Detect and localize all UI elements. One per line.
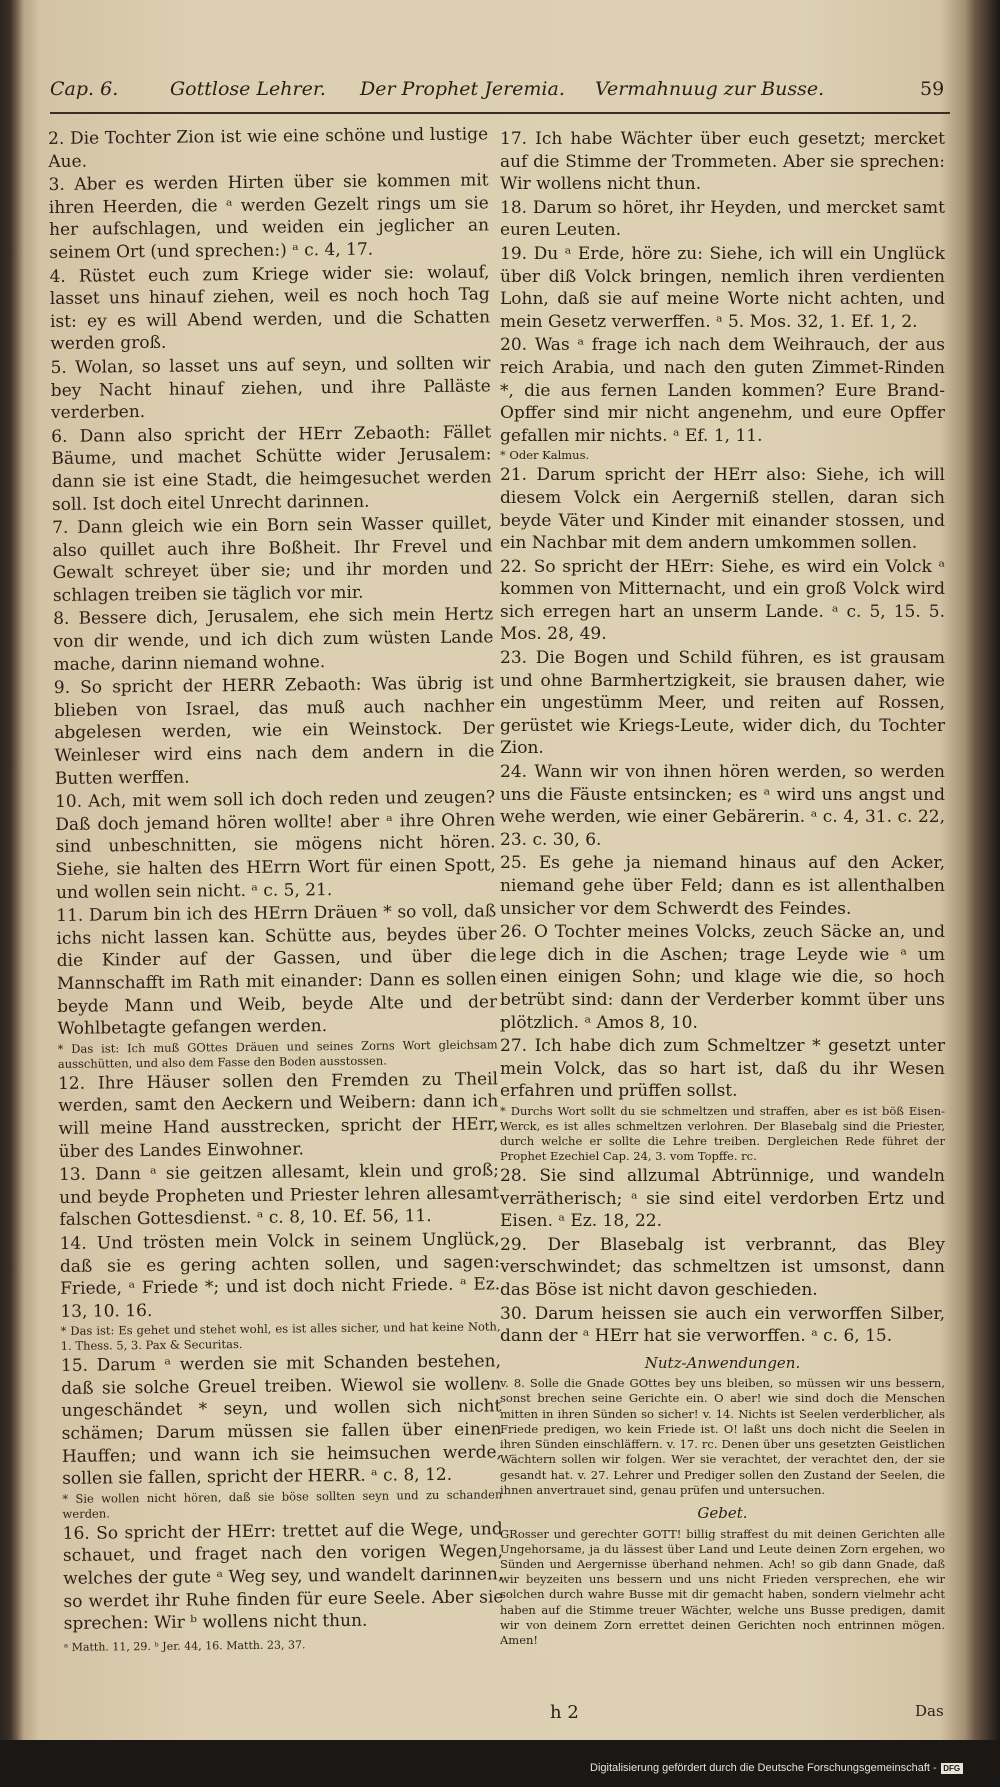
verse: 5. Wolan, so lasset uns auf seyn, und sollten wir bey Nacht hinauf ziehen, und ihre Palläste verderben. — [50, 353, 491, 424]
verse: 8. Bessere dich, Jerusalem, ehe sich mein Hertz von dir wende, und ich dich zum wüsten Lande mache, darinn niemand wohne. — [53, 604, 494, 675]
credit-text: Digitalisierung gefördert durch die Deutsche Forschungsgemeinschaft - — [590, 1762, 937, 1774]
gebet-text: GRosser und gerechter GOTT! billig straffest du mit deinen Gerichten alle Ungehorsame, ja du lässest über Land und Leute deinen Zorn ergehen, wo Sünden und Aergernisse überhand nehmen. Ach! so gib dann Gnade, daß wir beyzeiten uns bessern und uns nicht Frieden versprechen, ehe wir solchen durch wahre Busse mit dir gemacht haben, sondern vielmehr acht haben auf die Stimme treuer Wächter, welche uns Busse predigen, damit wir von deinem Zorn errettet deinen Gerichten noch entrinnen mögen. Amen! — [500, 1526, 945, 1647]
verse: 17. Ich habe Wächter über euch gesetzt; mercket auf die Stimme der Trommeten. Aber sie sprechen: Wir wollens nicht thun. — [500, 129, 945, 195]
verse: 18. Darum so höret, ihr Heyden, und mercket samt euren Leuten. — [500, 197, 945, 241]
verse: 11. Darum bin ich des HErrn Dräuen * so voll, daß ichs nicht lassen kan. Schütte aus, beydes über die Kinder auf der Gassen, und über die Mannschafft im Rath mit einander: Dann es sollen beyde Mann und Weib, beyde Alte und der Wohlbetagte gefangen werden. — [56, 901, 498, 1040]
chapter-label: Cap. 6. — [50, 78, 119, 100]
running-header — [50, 72, 950, 114]
verse: 20. Was ᵃ frage ich nach dem Weihrauch, der aus reich Arabia, und nach den guten Zimmet-Rinden *, die aus fernen Landen kommen? Eure Brand-Opffer sind mir nicht angenehm, und eure Opffer gefallen mir nichts. ᵃ Ef. 1, 11. — [500, 335, 945, 446]
verse: 3. Aber es werden Hirten über sie kommen mit ihren Heerden, die ᵃ werden Gezelt rings um sie her aufschlagen, und weiden ein jeglicher an seinem Ort (und sprechen:) ᵃ c. 4, 17. — [48, 170, 490, 263]
page-number: 59 — [920, 78, 945, 100]
verse: 23. Die Bogen und Schild führen, es ist grausam und ohne Barmhertzigkeit, sie brausen daher, wie ein ungestümm Meer, und reiten auf Rossen, gerüstet wie Kriegs-Leute, wider dich, du Tochter Zion. — [500, 648, 945, 759]
verse: 14. Und trösten mein Volck in seinem Unglück, daß sie es gering achten sollen, und sagen: Friede, ᵃ Friede *; und ist doch nicht Friede. ᵃ Ez. 13, 10. 16. — [59, 1229, 501, 1322]
verse: 16. So spricht der HErr: trettet auf die Wege, und schauet, und fraget nach den vorigen Wegen, welches der gute ᵃ Weg sey, und wandelt darinnen, so werdet ihr Ruhe finden für eure Seele. Aber sie sprechen: Wir ᵇ wollens nicht thun. — [62, 1519, 504, 1635]
footnote: * Das ist: Ich muß GOttes Dräuen und seines Zorns Wort gleichsam ausschütten, und also dem Fasse den Boden ausstossen. — [57, 1037, 498, 1071]
verse: 24. Wann wir von ihnen hören werden, so werden uns die Fäuste entsincken; es ᵃ wird uns angst und wehe werden, wie einer Gebärerin. ᵃ c. 4, 31. c. 22, 23. c. 30, 6. — [500, 762, 945, 850]
verse: 2. Die Tochter Zion ist wie eine schöne und lustige Aue. — [48, 124, 489, 172]
verse: 30. Darum heissen sie auch ein verworffen Silber, dann der ᵃ HErr hat sie verworffen. ᵃ c. 6, 15. — [500, 1303, 945, 1347]
cross-references: ᵃ Matth. 11, 29. ᵇ Jer. 44, 16. Matth. 23, 37. — [63, 1638, 306, 1654]
right-column — [500, 128, 945, 1708]
verse: 22. So spricht der HErr: Siehe, es wird ein Volck ᵃ kommen von Mitternacht, und ein groß Volck wird sich erregen hart an unserm Lande. ᵃ c. 5, 15. 5. Mos. 28, 49. — [500, 556, 945, 645]
verse: 10. Ach, mit wem soll ich doch reden und zeugen? Daß doch jemand hören wollte! aber ᵃ ihre Ohren sind unbeschnitten, sie mögens nicht hören. Siehe, sie halten des HErrn Wort für einen Spott, und wollen sein nicht. ᵃ c. 5, 21. — [54, 787, 496, 903]
nutz-text: v. 8. Solle die Gnade GOttes bey uns bleiben, so müssen wir uns bessern, sonst brechen seine Gerichte ein. O aber! wie sind doch die Menschen mitten in ihren Sünden so sicher! v. 14. Nichts ist Seelen verderblicher, als Friede predigen, wo kein Friede ist. O! laßt uns doch nicht die Seelen in ihren Sünden einschläffern. v. 17. rc. Denen über uns gesetzten Geistlichen Wächtern sollen wir folgen. Wer sie verachtet, der verachtet den, der sie gesandt hat. v. 27. Lehrer und Prediger sollen den Zustand der Seelen, die ihnen anvertrauet sind, genau prüfen und untersuchen. — [500, 1376, 945, 1497]
page — [30, 28, 965, 1728]
verse: 25. Es gehe ja niemand hinaus auf den Acker, niemand gehe über Feld; dann es ist allenthalben unsicher vor dem Schwerdt des Feindes. — [500, 853, 945, 919]
verse: 21. Darum spricht der HErr also: Siehe, ich will diesem Volck ein Aergerniß stellen, daran sich beyde Väter und Kinder mit einander stossen, und ein Nachbar mit dem andern umkommen sollen. — [500, 465, 945, 554]
footnote: * Das ist: Es gehet und stehet wohl, es ist alles sicher, und hat keine Noth, 1. Thess. 5, 3. Pax & Securitas. — [60, 1319, 501, 1354]
footnote: * Oder Kalmus. — [500, 448, 590, 463]
verse: 27. Ich habe dich zum Schmeltzer * gesetzt unter mein Volck, das so hart ist, daß du ihr Wesen erfahren und prüffen sollst. — [500, 1036, 945, 1102]
verse: 26. O Tochter meines Volcks, zeuch Säcke an, und lege dich in die Aschen; trage Leyde wie ᵃ um einen einigen Sohn; und klage wie die, so hoch betrübt sind: dann der Verderber kommt über uns plötzlich. ᵃ Amos 8, 10. — [500, 922, 945, 1033]
verse: 6. Dann also spricht der HErr Zebaoth: Fället Bäume, und machet Schütte wider Jerusalem: dann sie ist eine Stadt, die heimgesuchet werden soll. Ist doch eitel Unrecht darinnen. — [51, 422, 492, 515]
verse: 29. Der Blasebalg ist verbrannt, das Bley verschwindet; das schmeltzen ist umsonst, dann das Böse ist nicht davon geschieden. — [500, 1234, 945, 1300]
verse: 13. Dann ᵃ sie geitzen allesamt, klein und groß; und beyde Propheten und Priester lehren allesamt falschen Gottesdienst. ᵃ c. 8, 10. Ef. 56, 11. — [58, 1160, 500, 1231]
gebet-title: Gebet. — [697, 1503, 748, 1522]
verse: 28. Sie sind allzumal Abtrünnige, und wandeln verrätherisch; ᵃ sie sind eitel verdorben Ertz und Eisen. ᵃ Ez. 18, 22. — [500, 1165, 945, 1232]
footnote: * Durchs Wort sollt du sie schmeltzen und straffen, aber es ist böß Eisen-Werck, es ist alles schmeltzen verlohren. Der Blasebalg sind die Priester, durch welche er sollte die Lehre treiben. Dergleichen Rede führet der Prophet Ezechiel Cap. 24, 3. vom Topffe. rc. — [500, 1103, 945, 1163]
left-column — [48, 123, 504, 1688]
header-title-left: Gottlose Lehrer. — [170, 78, 326, 100]
header-title-right: Vermahnuug zur Busse. — [595, 78, 825, 100]
verse: 9. So spricht der HERR Zebaoth: Was übrig ist blieben von Israel, das muß auch nachher abgelesen werden, wie ein Weinstock. Der Weinleser wird eins nach dem andern in die Butten werffen. — [53, 673, 495, 789]
dfg-logo-icon: DFG — [941, 1763, 963, 1774]
verse: 12. Ihre Häuser sollen den Fremden zu Theil werden, samt den Aeckern und Weibern: dann ich will meine Hand ausstrecken, spricht der HErr, über des Landes Einwohner. — [57, 1069, 499, 1162]
signature-mark: h 2 — [550, 1702, 579, 1723]
verse: 7. Dann gleich wie ein Born sein Wasser quillet, also quillet auch ihre Boßheit. Ihr Frevel und Gewalt schreyet über sie; und ihr morden und schlagen treiben sie täglich vor mir. — [52, 513, 493, 606]
verse: 15. Darum ᵃ werden sie mit Schanden bestehen, daß sie solche Greuel treiben. Wiewol sie wollen ungeschändet * seyn, und wollen sich nicht schämen; Darum müssen sie fallen über einen Hauffen; und wann ich sie heimsuchen werde, sollen sie fallen, spricht der HERR. ᵃ c. 8, 12. — [60, 1351, 502, 1490]
header-title-center: Der Prophet Jeremia. — [360, 78, 565, 100]
footnote: * Sie wollen nicht hören, daß sie böse sollten seyn und zu schanden werden. — [62, 1487, 503, 1521]
catchword: Das — [915, 1702, 944, 1720]
verse: 19. Du ᵃ Erde, höre zu: Siehe, ich will ein Unglück über diß Volck bringen, nemlich ihren verdienten Lohn, daß sie auf meine Worte nicht achten, und mein Gesetz verwerffen. ᵃ 5. Mos. 32, 1. Ef. 1, 2. — [500, 243, 945, 332]
nutz-title: Nutz-Anwendungen. — [644, 1353, 801, 1372]
verse: 4. Rüstet euch zum Kriege wider sie: wolauf, lasset uns hinauf ziehen, weil es noch hoch Tag ist: ey es will Abend werden, und die Schatten werden groß. — [49, 261, 491, 355]
digitization-credit — [590, 1762, 963, 1774]
